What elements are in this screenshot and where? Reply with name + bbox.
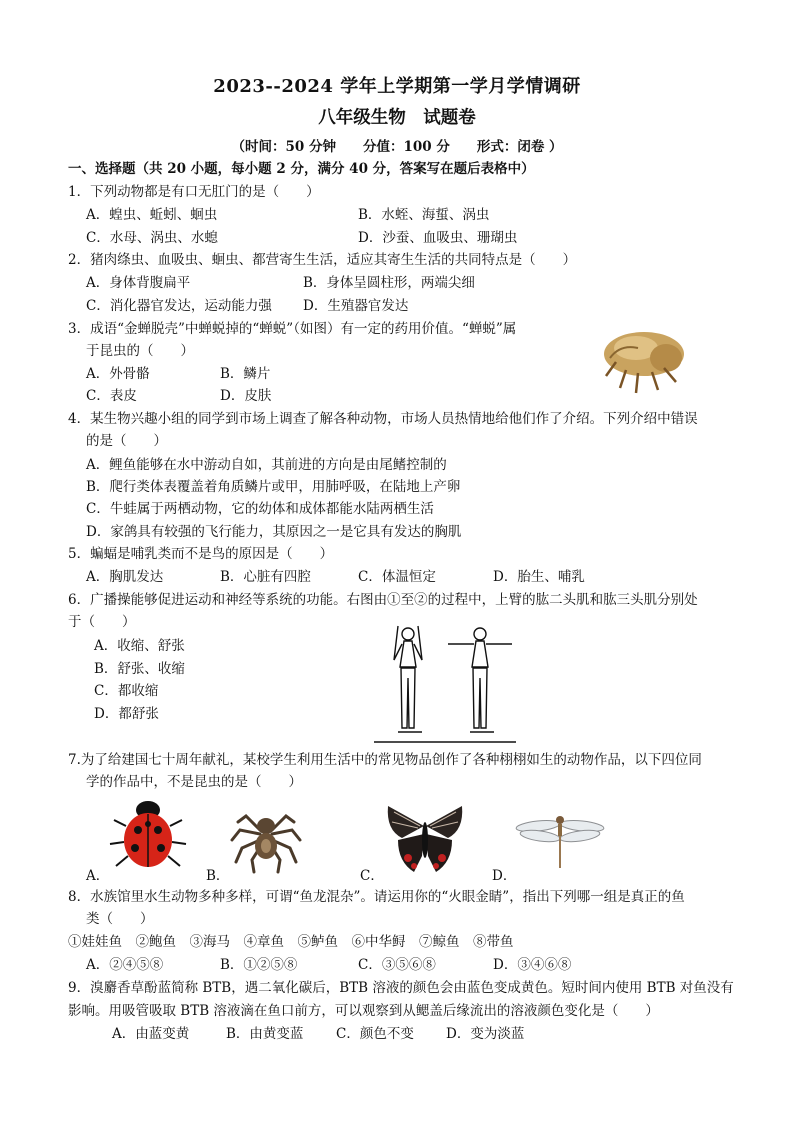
question-6-option-a: A．收缩、舒张	[94, 638, 185, 654]
question-3-stem: 3．成语“金蝉脱壳”中蝉蜕掉的“蝉蜕”（如图）有一定的药用价值。“蝉蜕”属	[68, 321, 517, 337]
butterfly-image	[384, 800, 466, 878]
question-9-stem: 9．溴麝香草酚蓝简称 BTB，遇二氧化碳后，BTB 溶液的颜色会由蓝色变成黄色。短时间内使用 BTB 对鱼没有	[68, 980, 734, 996]
question-9-option-c: C．颜色不变	[336, 1026, 414, 1042]
question-7-stem-cont: 学的作品中，不是昆虫的是（ ）	[86, 774, 302, 790]
section-heading: 一、选择题（共 20 小题，每小题 2 分，满分 40 分，答案写在题后表格中）	[68, 161, 535, 177]
ladybug-image	[108, 796, 188, 872]
question-7-option-b: B．	[206, 868, 230, 884]
question-2-option-a: A．身体背腹扁平	[86, 275, 191, 291]
spider-image	[228, 800, 304, 874]
exam-title: 2023--2024 学年上学期第一学月学情调研	[213, 76, 581, 97]
question-8-option-d: D．③④⑥⑧	[493, 957, 572, 973]
question-4-stem: 4．某生物兴趣小组的同学到市场上调查了解各种动物，市场人员热情地给他们作了介绍。下列介绍中错误	[68, 411, 698, 427]
question-7-option-c: C．	[360, 868, 384, 884]
question-5-option-b: B．心脏有四腔	[220, 569, 311, 585]
question-4-option-a: A．鲤鱼能够在水中游动自如，其前进的方向是由尾鳍控制的	[86, 457, 447, 473]
question-6-option-c: C．都收缩	[94, 683, 159, 699]
question-1-option-b: B．水蛭、海蜇、涡虫	[358, 207, 490, 223]
exam-subtitle: 八年级生物 试题卷	[318, 108, 476, 128]
question-9-option-a: A．由蓝变黄	[112, 1026, 190, 1042]
cicada-shell-image	[596, 318, 692, 396]
question-6-stem-cont: 于（ ）	[68, 614, 136, 630]
question-7-option-d: D．	[492, 868, 517, 884]
question-4-option-c: C．牛蛙属于两栖动物，它的幼体和成体都能水陆两栖生活	[86, 501, 434, 517]
question-5-stem: 5．蝙蝠是哺乳类而不是鸟的原因是（ ）	[68, 546, 334, 562]
exercise-figure	[372, 622, 518, 746]
question-3-option-d: D．皮肤	[220, 388, 272, 404]
question-5-option-a: A．胸肌发达	[86, 569, 164, 585]
question-4-stem-cont: 的是（ ）	[86, 433, 167, 449]
question-5-option-c: C．体温恒定	[358, 569, 436, 585]
question-8-list: ①娃娃鱼 ②鲍鱼 ③海马 ④章鱼 ⑤鲈鱼 ⑥中华鲟 ⑦鲸鱼 ⑧带鱼	[68, 934, 514, 950]
question-2-option-b: B．身体呈圆柱形，两端尖细	[303, 275, 475, 291]
question-9-stem-cont: 影响。用吸管吸取 BTB 溶液滴在鱼口前方，可以观察到从鳃盖后缘流出的溶液颜色变化是（ ）	[68, 1003, 659, 1019]
question-8-stem: 8．水族馆里水生动物多种多样，可谓“鱼龙混杂”。请运用你的“火眼金睛”，指出下列哪一组是真正的鱼	[68, 889, 685, 905]
question-5-option-d: D．胎生、哺乳	[493, 569, 585, 585]
question-1-option-d: D．沙蚕、血吸虫、珊瑚虫	[358, 230, 518, 246]
question-6-stem: 6．广播操能够促进运动和神经等系统的功能。右图由①至②的过程中，上臂的肱二头肌和肱三头肌分别处	[68, 592, 698, 608]
question-7-option-a: A．	[86, 868, 110, 884]
question-6-option-b: B．舒张、收缩	[94, 661, 185, 677]
question-2-stem: 2．猪肉绦虫、血吸虫、蛔虫、都营寄生生活，适应其寄生生活的共同特点是（ ）	[68, 252, 577, 268]
question-3-option-b: B．鳞片	[220, 366, 271, 382]
question-8-option-c: C．③⑤⑥⑧	[358, 957, 436, 973]
question-7-stem: 7.为了给建国七十周年献礼，某校学生利用生活中的常见物品创作了各种栩栩如生的动物作品，以下四位同	[68, 752, 702, 768]
question-8-stem-cont: 类（ ）	[86, 911, 154, 927]
exam-meta: （时间：50 分钟 分值：100 分 形式：闭卷 ）	[231, 139, 563, 155]
question-8-option-a: A．②④⑤⑧	[86, 957, 164, 973]
question-1-option-c: C．水母、涡虫、水螅	[86, 230, 218, 246]
question-1-option-a: A．蝗虫、蚯蚓、蛔虫	[86, 207, 218, 223]
question-2-option-d: D．生殖器官发达	[303, 298, 409, 314]
question-3-option-c: C．表皮	[86, 388, 137, 404]
question-6-option-d: D．都舒张	[94, 706, 159, 722]
question-4-option-d: D．家鸽具有较强的飞行能力，其原因之一是它具有发达的胸肌	[86, 524, 462, 540]
question-2-option-c: C．消化器官发达，运动能力强	[86, 298, 272, 314]
question-9-option-b: B．由黄变蓝	[226, 1026, 304, 1042]
question-1-stem: 1．下列动物都是有口无肛门的是（ ）	[68, 184, 320, 200]
question-9-option-d: D．变为淡蓝	[446, 1026, 525, 1042]
question-4-option-b: B．爬行类体表覆盖着角质鳞片或甲，用肺呼吸，在陆地上产卵	[86, 479, 461, 495]
dragonfly-image	[514, 810, 606, 870]
question-3-stem-cont: 于昆虫的（ ）	[86, 343, 194, 359]
question-8-option-b: B．①②⑤⑧	[220, 957, 298, 973]
question-3-option-a: A．外骨骼	[86, 366, 150, 382]
